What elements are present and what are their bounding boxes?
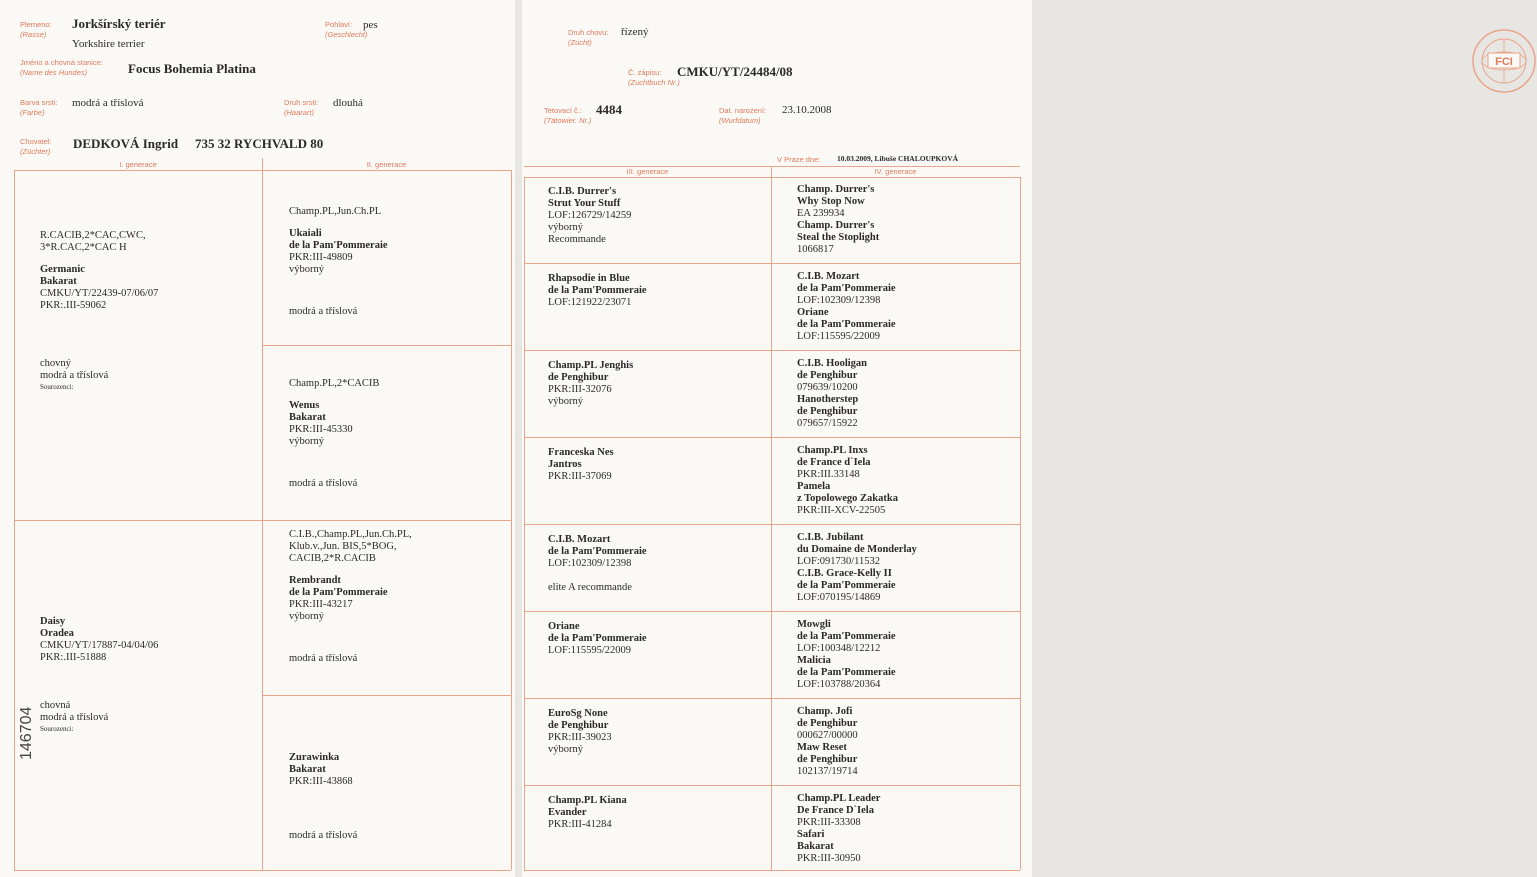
gen4-line: PKR:III-XCV-22505 (797, 505, 886, 516)
gen3-cell-5: C.I.B. Mozart de la Pam'Pommeraie LOF:102309/12398 elite A recommande (548, 534, 647, 593)
gen4-line: Safari (797, 829, 825, 840)
breeder-address: 735 32 RYCHVALD 80 (195, 136, 324, 151)
gen4-line: de la Pam'Pommeraie (797, 631, 896, 642)
gen4-line: Champ. Durrer's (797, 220, 875, 231)
gen4-line: Steal the Stoplight (797, 232, 880, 243)
gen3-cell-4: Franceska Nes Jantros PKR:III-37069 (548, 447, 614, 482)
gen4-header: IV. generace (874, 167, 917, 176)
gen4-line: 000627/00000 (797, 730, 858, 741)
breeder-label: Chovatel: (Züchter) (20, 137, 52, 156)
gen4-line: 102137/19714 (797, 766, 858, 777)
gen4-line: LOF:102309/12398 (797, 295, 881, 306)
breeding-value: řízený (621, 26, 649, 38)
gen4-line: Why Stop Now (797, 196, 865, 207)
gen4-line: de Penghibur (797, 754, 858, 765)
gen4-line: Bakarat (797, 841, 834, 852)
gen4-line: LOF:100348/12212 (797, 643, 881, 654)
breeding-label: Druh chovu: (Zucht) (568, 28, 609, 47)
gen4-line: de la Pam'Pommeraie (797, 580, 896, 591)
gen4-line: du Domaine de Monderlay (797, 544, 917, 555)
gen4-cell-6 (797, 619, 1017, 699)
gen4-line: PKR:III-33308 (797, 817, 861, 828)
gen4-line: C.I.B. Hooligan (797, 358, 868, 369)
issued-label: V Praze dne: (777, 155, 821, 164)
gen4-line: Champ.PL Leader (797, 793, 881, 804)
gen4-line: Hanotherstep (797, 394, 859, 405)
regno-value: CMKU/YT/24484/08 (677, 64, 793, 79)
gen4-line: z Topolowego Zakatka (797, 493, 898, 504)
gen4-line: 1066817 (797, 244, 834, 255)
tattoo-label: Tetovací č.: (Tätowier. Nr.) (544, 106, 592, 125)
gen4-line: de Penghibur (797, 406, 858, 417)
gen4-line: Malicia (797, 655, 831, 666)
gen4-cell-3 (797, 358, 1017, 438)
gen4-line: Maw Reset (797, 742, 847, 753)
sex-value: pes (363, 19, 378, 31)
regno-label: Č. zápisu: (Zuchtbuch Nr.) (628, 68, 680, 87)
gen3-cell-7: EuroSg None de Penghibur PKR:III-39023 výborný (548, 708, 612, 755)
coat-value: dlouhá (333, 97, 363, 109)
gen3-cell-1: C.I.B. Durrer's Strut Your Stuff LOF:126729/14259 výborný Recommande (548, 186, 632, 245)
gen2-cell-4: Zurawinka Bakarat PKR:III-43868 modrá a tříslová (289, 752, 358, 841)
color-label: Barva srsti: (Farbe) (20, 98, 58, 117)
dog-name: Focus Bohemia Platina (128, 61, 256, 76)
gen3-cell-2: Rhapsodie in Blue de la Pam'Pommeraie LOF:121922/23071 (548, 273, 647, 308)
gen4-line: Oriane (797, 307, 829, 318)
gen4-line: C.I.B. Mozart (797, 271, 860, 282)
gen4-line: LOF:070195/14869 (797, 592, 881, 603)
gen4-line: 079639/10200 (797, 382, 858, 393)
breed-english: Yorkshire terrier (72, 38, 145, 50)
gen4-line: PKR:III.33148 (797, 469, 860, 480)
left-page (0, 0, 515, 877)
gen2-header: II. generace (366, 160, 407, 169)
gen4-line: de France d`Iela (797, 457, 871, 468)
gen4-line: PKR:III-30950 (797, 853, 861, 864)
gen4-cell-1 (797, 184, 1017, 264)
gen4-line: LOF:115595/22009 (797, 331, 881, 342)
breed-value: Jorkšírský teriér (72, 16, 166, 31)
gen4-cell-8 (797, 793, 1017, 873)
gen4-line: De France D`Iela (797, 805, 874, 816)
gen4-cell-4 (797, 445, 1017, 525)
gen4-line: Champ.PL Inxs (797, 445, 868, 456)
issued-value: 10.03.2009, Libuše CHALOUPKOVÁ (837, 154, 959, 163)
breeder-name: DEDKOVÁ Ingrid (73, 136, 179, 151)
gen4-line: Pamela (797, 481, 831, 492)
birth-label: Dat. narození: (Wurfdatum) (719, 106, 767, 125)
gen4-line: C.I.B. Grace-Kelly II (797, 568, 892, 579)
svg-text:FCI: FCI (1495, 56, 1513, 68)
gen2-cell-2: Champ.PL,2*CACIB Wenus Bakarat PKR:III-45330 výborný modrá a tříslová (289, 378, 380, 489)
fci-stamp-icon (1471, 28, 1537, 94)
gen1-dam: Daisy Oradea CMKU/YT/17887-04/04/06 PKR:.III-51888 chovná modrá a tříslová Sourozenci: (40, 616, 159, 733)
gen4-line: de Penghibur (797, 718, 858, 729)
gen4-line: de la Pam'Pommeraie (797, 319, 896, 330)
gen4-cell-7 (797, 706, 1017, 786)
tattoo-value: 4484 (596, 102, 622, 117)
gen1-sire: R.CACIB,2*CAC,CWC, 3*R.CAC,2*CAC H Germanic Bakarat CMKU/YT/22439-07/06/07 PKR:.III-59062 chovný modrá a tříslová Sourozenci: (40, 230, 159, 391)
gen4-line: LOF:091730/11532 (797, 556, 881, 567)
gen1-header: I. generace (119, 160, 157, 169)
breed-label: Plemeno: (Rasse) (20, 20, 52, 39)
sex-label: Pohlaví: (Geschlecht) (325, 20, 368, 39)
gen4-line: C.I.B. Jubilant (797, 532, 864, 543)
gen4-line: de Penghibur (797, 370, 858, 381)
coat-label: Druh srsti: (Haarart) (284, 98, 319, 117)
gen3-cell-8: Champ.PL Kiana Evander PKR:III-41284 (548, 795, 627, 830)
name-label: Jméno a chovná stanice: (Name des Hundes) (20, 58, 103, 77)
gen2-cell-1: Champ.PL,Jun.Ch.PL Ukaiali de la Pam'Pommeraie PKR:III-49809 výborný modrá a tříslová (289, 206, 388, 317)
gen4-line: 079657/15922 (797, 418, 858, 429)
gen3-cell-3: Champ.PL Jenghis de Penghibur PKR:III-32076 výborný (548, 360, 634, 407)
color-value: modrá a tříslová (72, 97, 144, 109)
gen4-line: Mowgli (797, 619, 831, 630)
gen4-line: de la Pam'Pommeraie (797, 283, 896, 294)
gen4-line: LOF:103788/20364 (797, 679, 881, 690)
serial-number: 146704 (18, 706, 35, 760)
gen2-cell-3: C.I.B.,Champ.PL,Jun.Ch.PL, Klub.v.,Jun. BIS,5*BOG, CACIB,2*R.CACIB Rembrandt de la Pam'Pommeraie PKR:III-43217 výborný modrá a tříslová (289, 529, 412, 664)
right-page (522, 0, 1513, 877)
gen4-line: Champ. Jofi (797, 706, 853, 717)
gen3-header: III. generace (626, 167, 669, 176)
birth-value: 23.10.2008 (782, 104, 832, 116)
gen4-cell-2 (797, 271, 1017, 351)
gen3-cell-6: Oriane de la Pam'Pommeraie LOF:115595/22009 (548, 621, 647, 656)
gen4-line: Champ. Durrer's (797, 184, 875, 195)
gen4-line: de la Pam'Pommeraie (797, 667, 896, 678)
gen4-cell-5 (797, 532, 1017, 612)
gen4-line: EA 239934 (797, 208, 845, 219)
